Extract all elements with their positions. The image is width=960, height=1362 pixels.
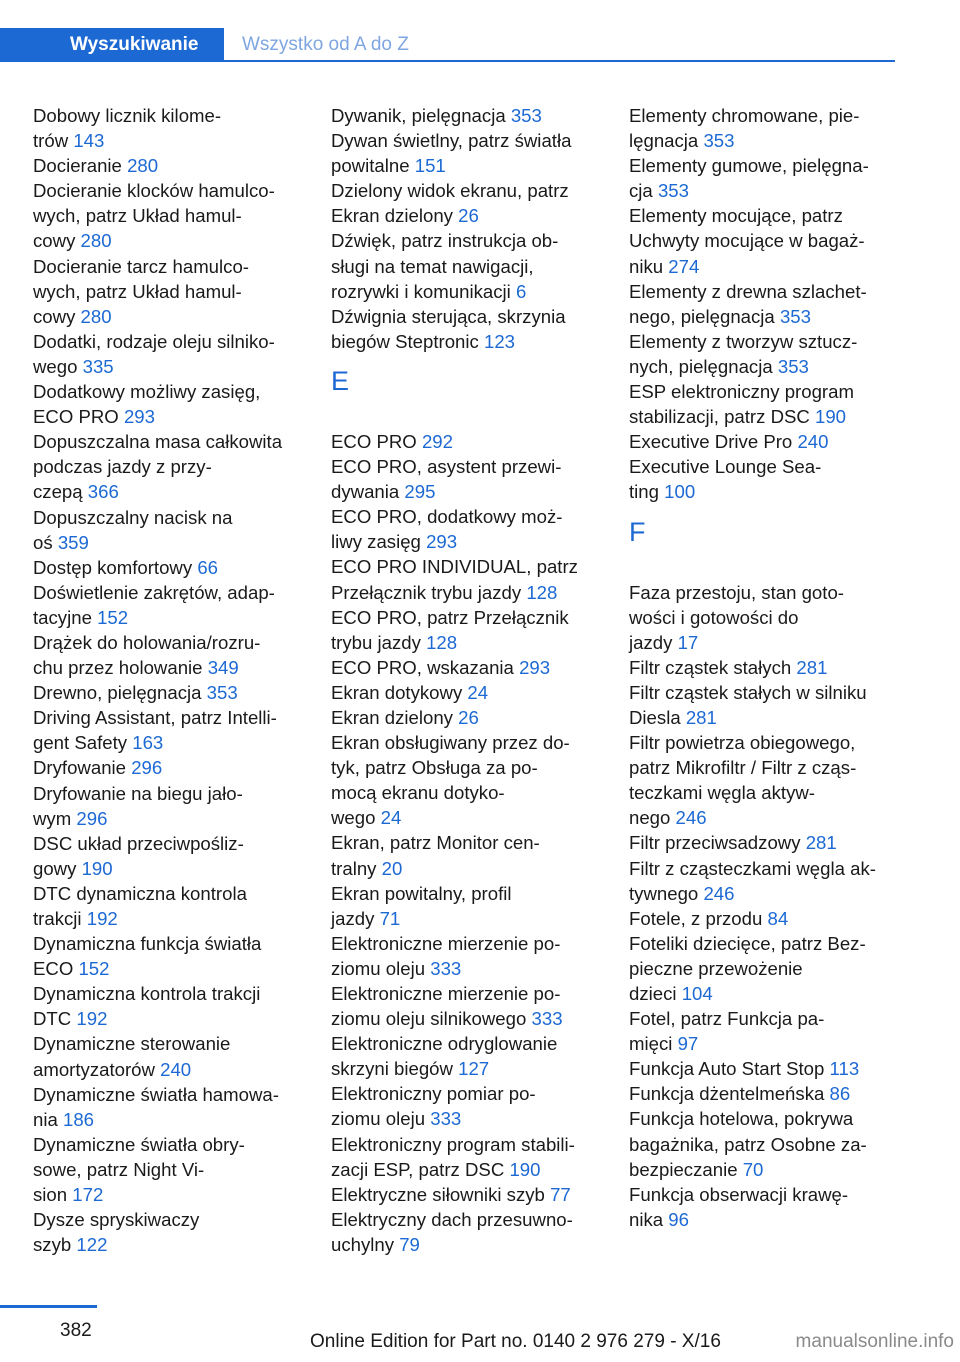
entry-text: Dźwięk, patrz instrukcja ob-: [331, 230, 559, 252]
page-reference-link[interactable]: 281: [805, 832, 837, 854]
page-reference-link[interactable]: 26: [458, 205, 479, 227]
index-entry: [331, 1207, 603, 1257]
page-reference-link[interactable]: 163: [132, 732, 164, 754]
entry-text: czepą 366: [33, 481, 119, 503]
entry-text: Filtr z cząsteczkami węgla ak-: [629, 857, 876, 879]
entry-text: Elektroniczny pomiar po-: [331, 1083, 536, 1105]
index-entry: [33, 831, 305, 881]
page-reference-link[interactable]: 6: [515, 280, 527, 302]
entry-text: Funkcja dżentelmeńska 86: [629, 1083, 851, 1105]
entry-text: nego 246: [629, 807, 707, 829]
index-entry: [629, 906, 901, 931]
page-reference-link[interactable]: 353: [703, 130, 735, 152]
page-reference-link[interactable]: 190: [509, 1158, 541, 1180]
entry-text: bezpieczanie 70: [629, 1158, 764, 1180]
index-entry: [33, 881, 305, 931]
page-reference-link[interactable]: 280: [80, 230, 112, 252]
index-entry: [331, 931, 603, 981]
entry-text: ECO 152: [33, 958, 110, 980]
entry-text: ziomu oleju silnikowego 333: [331, 1008, 563, 1030]
index-entry: [33, 781, 305, 831]
page-reference-link[interactable]: 240: [160, 1058, 192, 1080]
header-divider: [224, 60, 895, 62]
entry-text: wych, patrz Układ hamul-: [33, 205, 242, 227]
entry-text: wego 24: [331, 807, 402, 829]
page-reference-link[interactable]: 333: [531, 1008, 563, 1030]
entry-text: Funkcja hotelowa, pokrywa: [629, 1108, 854, 1130]
page-reference-link[interactable]: 281: [796, 656, 828, 678]
entry-text: Elektroniczny program stabili-: [331, 1133, 575, 1155]
index-entry: [331, 605, 603, 655]
entry-text: uchylny 79: [331, 1233, 420, 1255]
index-entry: [331, 228, 603, 303]
entry-text: Ekran dotykowy 24: [331, 681, 489, 703]
page-reference-link[interactable]: 143: [73, 130, 105, 152]
entry-text: liwy zasięg 293: [331, 531, 458, 553]
entry-text: Elektroniczne mierzenie po-: [331, 932, 561, 954]
entry-text: podczas jazdy z przy-: [33, 456, 212, 478]
entry-text: oś 359: [33, 531, 89, 553]
entry-text: Docieranie klocków hamulco-: [33, 180, 275, 202]
index-entry: [629, 329, 901, 379]
index-entry: [331, 881, 603, 931]
index-entry: [33, 755, 305, 780]
entry-text: trybu jazdy 128: [331, 631, 458, 653]
index-entry: [33, 429, 305, 504]
entry-text: ziomu oleju 333: [331, 957, 462, 979]
page-number: 382: [60, 1320, 92, 1341]
entry-text: Elementy z drewna szlachet-: [629, 280, 867, 302]
page-reference-link[interactable]: 190: [815, 406, 847, 428]
entry-text: Funkcja obserwacji krawę-: [629, 1183, 849, 1205]
index-entry: [33, 153, 305, 178]
index-entry: [33, 505, 305, 555]
index-entry: [33, 580, 305, 630]
entry-text: biegów Steptronic 123: [331, 330, 516, 352]
entry-text: dywania 295: [331, 481, 436, 503]
page-reference-link[interactable]: 127: [458, 1058, 490, 1080]
page-reference-link[interactable]: 240: [797, 431, 829, 453]
entry-text: Przełącznik trybu jazdy 128: [331, 581, 558, 603]
index-entry: [33, 555, 305, 580]
entry-text: Ekran dzielony 26: [331, 205, 479, 227]
entry-text: ting 100: [629, 481, 696, 503]
page-reference-link[interactable]: 333: [430, 1108, 462, 1130]
index-entry: [331, 981, 603, 1031]
index-entry: [629, 655, 901, 680]
entry-text: Fotel, patrz Funkcja pa-: [629, 1008, 825, 1030]
page-reference-link[interactable]: 24: [467, 681, 489, 703]
entry-text: Dynamiczna funkcja światła: [33, 933, 262, 955]
entry-text: Elektroniczne odryglowanie: [331, 1033, 558, 1055]
entry-text: DTC 192: [33, 1008, 108, 1030]
index-entry: [331, 705, 603, 730]
entry-text: nych, pielęgnacja 353: [629, 355, 809, 377]
header-bar: [0, 28, 895, 62]
page-reference-link[interactable]: 17: [677, 631, 699, 653]
index-entry: [629, 203, 901, 278]
entry-text: gent Safety 163: [33, 732, 164, 754]
page-reference-link[interactable]: 333: [430, 957, 462, 979]
entry-text: pieczne przewożenie: [629, 957, 803, 979]
page-reference-link[interactable]: 192: [86, 908, 118, 929]
tab-search[interactable]: Wyszukiwanie: [0, 28, 224, 62]
entry-text: tyk, patrz Obsługa za po-: [331, 757, 538, 779]
entry-text: Drążek do holowania/rozru-: [33, 631, 261, 653]
entry-text: ESP elektroniczny program: [629, 381, 854, 403]
page-reference-link[interactable]: 280: [127, 155, 159, 177]
page-reference-link[interactable]: 71: [379, 907, 401, 929]
entry-text: Dobowy licznik kilome-: [33, 105, 222, 126]
entry-text: Dopuszczalny nacisk na: [33, 506, 233, 528]
entry-text: Executive Lounge Sea-: [629, 456, 822, 478]
page-reference-link[interactable]: 335: [82, 355, 114, 377]
entry-text: sowe, patrz Night Vi-: [33, 1158, 205, 1180]
footer-rule: [0, 1305, 97, 1308]
index-entry: [33, 1132, 305, 1207]
index-entry: [331, 178, 603, 228]
entry-text: ECO PRO INDIVIDUAL, patrz: [331, 556, 578, 578]
index-entry: [331, 103, 603, 128]
page-reference-link[interactable]: 20: [381, 857, 403, 879]
entry-text: Elektryczne siłowniki szyb 77: [331, 1183, 571, 1205]
index-entry: [629, 454, 901, 504]
entry-text: ECO PRO, wskazania 293: [331, 656, 551, 678]
page-reference-link[interactable]: 128: [526, 581, 558, 603]
entry-text: zacji ESP, patrz DSC 190: [331, 1158, 541, 1180]
entry-text: Filtr cząstek stałych w silniku: [629, 681, 867, 703]
entry-text: Ekran powitalny, profil: [331, 882, 512, 904]
index-entry: [331, 429, 603, 454]
index-entry: [629, 429, 901, 454]
entry-text: szyb 122: [33, 1234, 108, 1256]
page-reference-link[interactable]: 293: [123, 406, 155, 428]
page-reference-link[interactable]: 152: [78, 958, 110, 980]
entry-text: sługi na temat nawigacji,: [331, 255, 534, 277]
entry-text: Funkcja Auto Start Stop 113: [629, 1058, 860, 1080]
entry-text: bagażnika, patrz Osobne za-: [629, 1133, 867, 1155]
entry-text: ECO PRO 293: [33, 406, 155, 428]
entry-text: ECO PRO, asystent przewi-: [331, 456, 562, 478]
entry-text: Dywanik, pielęgnacja 353: [331, 105, 542, 126]
entry-text: jazdy 17: [629, 631, 699, 653]
index-column-3: [629, 103, 901, 1232]
index-entry: [33, 379, 305, 429]
page-reference-link[interactable]: 113: [829, 1058, 860, 1080]
page-reference-link[interactable]: 349: [207, 657, 239, 679]
index-entry: [629, 931, 901, 1006]
page-reference-link[interactable]: 172: [72, 1184, 104, 1206]
index-entry: [33, 1031, 305, 1081]
page-reference-link[interactable]: 26: [458, 706, 479, 728]
entry-text: Dodatki, rodzaje oleju silniko-: [33, 330, 275, 352]
index-entry: [331, 1132, 603, 1182]
entry-text: Faza przestoju, stan goto-: [629, 581, 844, 603]
index-entry: [331, 1081, 603, 1131]
entry-text: Dywan świetlny, patrz światła: [331, 130, 572, 152]
entry-text: Filtr przeciwsadzowy 281: [629, 832, 837, 854]
entry-text: Dodatkowy możliwy zasięg,: [33, 381, 261, 403]
index-entry: [331, 730, 603, 830]
page-reference-link[interactable]: 123: [483, 330, 516, 352]
index-entry: [629, 103, 901, 153]
entry-text: wym 296: [33, 807, 108, 829]
page-reference-link[interactable]: 122: [76, 1234, 108, 1256]
index-entry: [629, 1106, 901, 1181]
entry-text: Dysze spryskiwaczy: [33, 1209, 200, 1231]
page-reference-link[interactable]: 296: [76, 807, 108, 829]
entry-text: Filtr powietrza obiegowego,: [629, 732, 856, 754]
page-reference-link[interactable]: 353: [510, 105, 542, 126]
index-entry: [629, 1081, 901, 1106]
index-entry: [629, 1182, 901, 1232]
index-entry: [629, 1006, 901, 1056]
index-entry: [33, 981, 305, 1031]
entry-text: Elementy mocujące, patrz: [629, 205, 843, 227]
index-entry: [33, 329, 305, 379]
page-reference-link[interactable]: 84: [767, 907, 789, 929]
entry-text: Dźwignia sterująca, skrzynia: [331, 305, 566, 327]
index-entry: [331, 680, 603, 705]
page-reference-link[interactable]: 96: [668, 1208, 689, 1230]
index-entry: [33, 680, 305, 705]
index-entry: [33, 705, 305, 755]
index-entry: [629, 153, 901, 203]
index-entry: [629, 680, 901, 730]
entry-text: nia 186: [33, 1108, 95, 1130]
entry-text: DSC układ przeciwpośliz-: [33, 832, 244, 854]
page-reference-link[interactable]: 104: [681, 983, 713, 1004]
page-reference-link[interactable]: 353: [777, 355, 809, 377]
entry-text: ECO PRO, dodatkowy moż-: [331, 506, 563, 528]
entry-text: wych, patrz Układ hamul-: [33, 280, 242, 302]
index-entry: [629, 830, 901, 855]
page-reference-link[interactable]: 97: [677, 1033, 699, 1055]
entry-text: Dryfowanie na biegu jało-: [33, 782, 243, 804]
index-column-1: [33, 103, 305, 1257]
entry-text: Fotele, z przodu 84: [629, 907, 789, 929]
index-entry: [331, 454, 603, 504]
index-entry: [331, 554, 603, 604]
index-entry: [33, 1207, 305, 1257]
entry-text: Docieranie 280: [33, 155, 159, 177]
entry-text: skrzyni biegów 127: [331, 1058, 490, 1080]
entry-text: chu przez holowanie 349: [33, 657, 239, 679]
entry-text: cowy 280: [33, 305, 112, 327]
entry-text: wego 335: [33, 355, 114, 377]
page-reference-link[interactable]: 296: [131, 757, 163, 779]
index-entry: [331, 304, 603, 354]
entry-text: mocą ekranu dotyko-: [331, 782, 505, 804]
entry-text: tywnego 246: [629, 882, 735, 904]
index-entry: [331, 128, 603, 178]
entry-text: sion 172: [33, 1184, 104, 1206]
page-reference-link[interactable]: 246: [703, 882, 735, 904]
entry-text: rozrywki i komunikacji 6: [331, 280, 527, 302]
page-reference-link[interactable]: 274: [668, 255, 700, 277]
entry-text: Doświetlenie zakrętów, adap-: [33, 581, 275, 603]
page-reference-link[interactable]: 152: [97, 606, 129, 628]
entry-text: patrz Mikrofiltr / Filtr z cząs-: [629, 757, 857, 779]
page-reference-link[interactable]: 100: [664, 481, 696, 503]
entry-text: Ekran obsługiwany przez do-: [331, 732, 570, 754]
entry-text: Ekran dzielony 26: [331, 706, 479, 728]
page-reference-link[interactable]: 295: [404, 481, 436, 503]
entry-text: nego, pielęgnacja 353: [629, 305, 811, 327]
page-reference-link[interactable]: 281: [685, 706, 717, 728]
entry-text: teczkami węgla aktyw-: [629, 782, 815, 804]
entry-text: Foteliki dziecięce, patrz Bez-: [629, 932, 866, 954]
page-reference-link[interactable]: 77: [550, 1183, 571, 1205]
entry-text: ECO PRO, patrz Przełącznik: [331, 606, 569, 628]
page-reference-link[interactable]: 359: [57, 531, 89, 553]
page-reference-link[interactable]: 24: [380, 807, 402, 829]
tab-a-to-z[interactable]: Wszystko od A do Z: [242, 34, 409, 55]
entry-text: dzieci 104: [629, 983, 713, 1004]
page-reference-link[interactable]: 293: [519, 656, 551, 678]
page-reference-link[interactable]: 190: [81, 857, 113, 879]
section-letter: E: [331, 365, 350, 396]
section-letter: F: [629, 516, 646, 547]
entry-text: Docieranie tarcz hamulco-: [33, 255, 249, 277]
entry-text: Dopuszczalna masa całkowita: [33, 431, 283, 453]
edition-text: Online Edition for Part no. 0140 2 976 279 - X/16: [310, 1331, 721, 1352]
entry-text: Elementy z tworzyw sztucz-: [629, 330, 858, 352]
page-reference-link[interactable]: 246: [675, 807, 707, 829]
entry-text: stabilizacji, patrz DSC 190: [629, 406, 847, 428]
entry-text: mięci 97: [629, 1033, 699, 1055]
entry-text: Driving Assistant, patrz Intelli-: [33, 707, 277, 729]
entry-text: Dostęp komfortowy 66: [33, 556, 218, 578]
entry-text: Executive Drive Pro 240: [629, 431, 829, 453]
entry-text: tralny 20: [331, 857, 403, 879]
index-entry: [33, 931, 305, 981]
page-reference-link[interactable]: 293: [426, 531, 458, 553]
page-reference-link[interactable]: 70: [742, 1158, 764, 1180]
entry-text: trów 143: [33, 130, 105, 152]
index-entry: [33, 254, 305, 329]
entry-text: cja 353: [629, 180, 689, 202]
entry-text: Drewno, pielęgnacja 353: [33, 682, 238, 704]
entry-text: Elektryczny dach przesuwno-: [331, 1208, 573, 1230]
entry-text: Elementy gumowe, pielęgna-: [629, 155, 869, 177]
entry-text: Diesla 281: [629, 706, 717, 728]
entry-text: powitalne 151: [331, 155, 446, 177]
entry-text: Elementy chromowane, pie-: [629, 105, 860, 126]
index-entry: [629, 730, 901, 830]
entry-text: Dzielony widok ekranu, patrz: [331, 180, 569, 202]
page-reference-link[interactable]: 353: [206, 682, 238, 704]
entry-text: Dynamiczne światła obry-: [33, 1133, 245, 1155]
entry-text: Filtr cząstek stałych 281: [629, 656, 828, 678]
entry-text: Dryfowanie 296: [33, 757, 163, 779]
page-reference-link[interactable]: 353: [657, 180, 689, 202]
page-reference-link[interactable]: 353: [779, 305, 811, 327]
entry-text: cowy 280: [33, 230, 112, 252]
page-reference-link[interactable]: 79: [399, 1233, 420, 1255]
entry-text: jazdy 71: [331, 907, 401, 929]
entry-text: tacyjne 152: [33, 606, 129, 628]
entry-text: DTC dynamiczna kontrola: [33, 882, 247, 904]
index-entry: [629, 279, 901, 329]
index-entry: [629, 580, 901, 655]
index-entry: [331, 1182, 603, 1207]
entry-text: Dynamiczna kontrola trakcji: [33, 983, 261, 1005]
index-entry: [331, 504, 603, 554]
entry-text: niku 274: [629, 255, 700, 277]
entry-text: Uchwyty mocujące w bagaż-: [629, 230, 865, 252]
entry-text: nika 96: [629, 1208, 689, 1230]
entry-text: trakcji 192: [33, 908, 118, 929]
index-entry: [331, 830, 603, 880]
entry-text: ziomu oleju 333: [331, 1108, 462, 1130]
index-entry: [33, 103, 305, 153]
index-entry: [331, 1031, 603, 1081]
page-reference-link[interactable]: 66: [197, 556, 218, 578]
entry-text: Dynamiczne sterowanie: [33, 1033, 231, 1055]
entry-text: ECO PRO 292: [331, 430, 453, 452]
index-entry: [33, 630, 305, 680]
entry-text: Dynamiczne światła hamowa-: [33, 1083, 279, 1105]
page-reference-link[interactable]: 192: [76, 1008, 108, 1030]
page-reference-link[interactable]: 366: [87, 481, 119, 503]
index-column-2: [331, 103, 603, 1257]
index-entry: [629, 379, 901, 429]
page-reference-link[interactable]: 186: [63, 1108, 95, 1130]
watermark: manualsonline.info: [795, 1331, 954, 1352]
entry-text: lęgnacja 353: [629, 130, 735, 152]
index-entry: [629, 1056, 901, 1081]
page-reference-link[interactable]: 292: [421, 430, 453, 452]
entry-text: Ekran, patrz Monitor cen-: [331, 832, 540, 854]
index-entry: [629, 856, 901, 906]
page-reference-link[interactable]: 128: [426, 631, 458, 653]
index-entry: [331, 655, 603, 680]
index-entry: [33, 1082, 305, 1132]
entry-text: Elektroniczne mierzenie po-: [331, 983, 561, 1004]
entry-text: gowy 190: [33, 857, 113, 879]
entry-text: wości i gotowości do: [629, 606, 799, 628]
page-reference-link[interactable]: 86: [829, 1083, 851, 1105]
index-entry: [33, 178, 305, 253]
entry-text: amortyzatorów 240: [33, 1058, 192, 1080]
page-reference-link[interactable]: 151: [414, 155, 446, 177]
page-reference-link[interactable]: 280: [80, 305, 112, 327]
